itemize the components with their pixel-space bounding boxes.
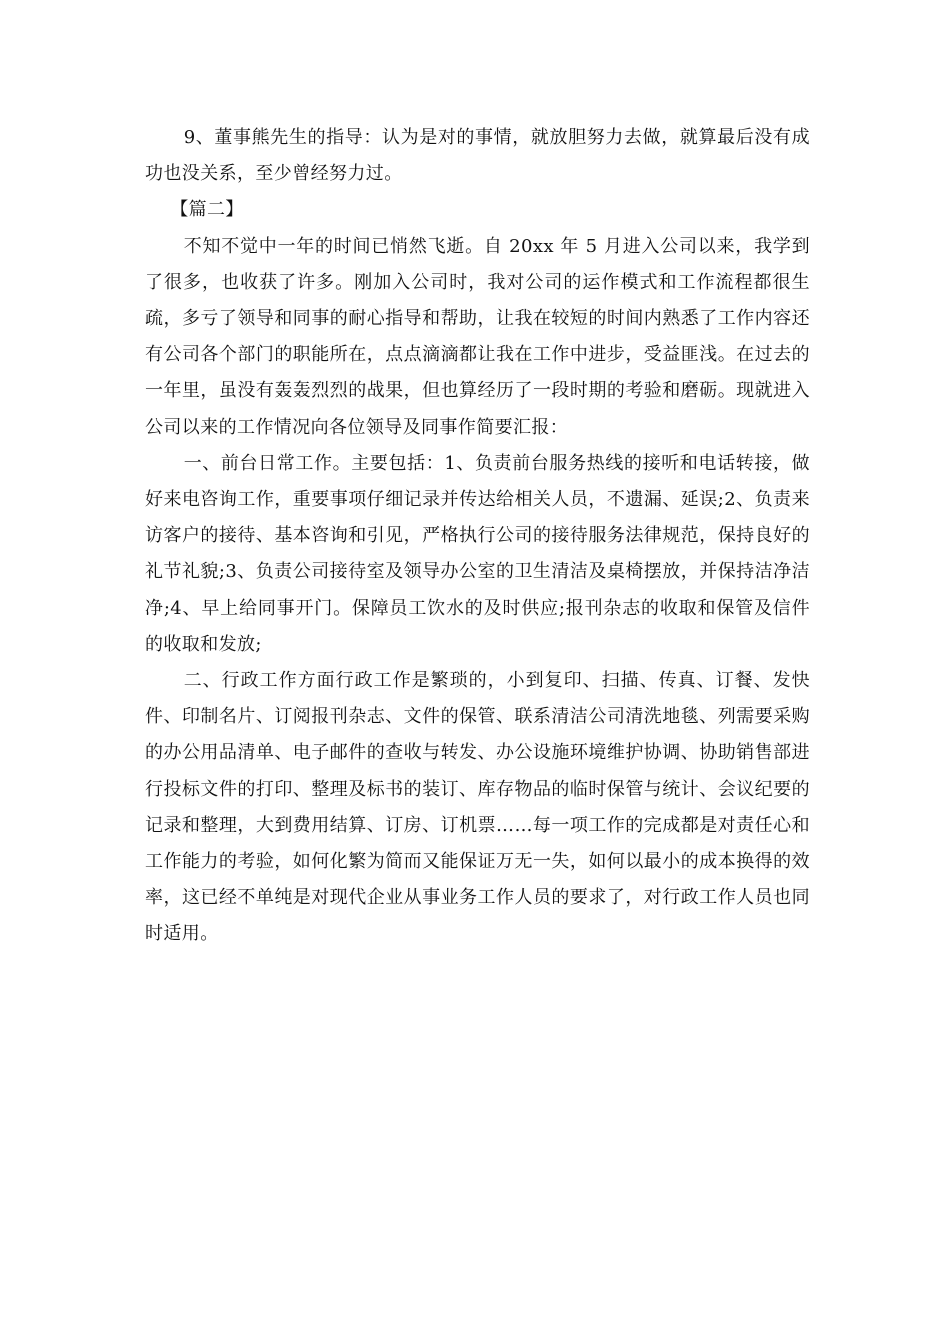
document-body xyxy=(145,120,810,953)
paragraph-guidance: 9、董事熊先生的指导：认为是对的事情，就放胆努力去做，就算最后没有成功也没关系，至少曾经努力过。 xyxy=(145,127,810,185)
section-heading: 【篇二】 xyxy=(170,199,244,221)
paragraph-admin-work: 二、行政工作方面行政工作是繁琐的，小到复印、扫描、传真、订餐、发快件、印制名片、订阅报刊杂志、文件的保管、联系清洁公司清洗地毯、列需要采购的办公用品清单、电子邮件的查收与转发、办公设施环境维护协调、协助销售部进行投标文件的打印、整理及标书的装订、库存物品的临时保管与统计、会议纪要的记录和整理，大到费用结算、订房、订机票……每一项工作的完成都是对责任心和工作能力的考验，如何化繁为简而又能保证万无一失，如何以最小的成本换得的效率，这已经不单纯是对现代企业从事业务工作人员的要求了，对行政工作人员也同时适用。 xyxy=(145,670,810,945)
paragraph-intro: 不知不觉中一年的时间已悄然飞逝。自 20xx 年 5 月进入公司以来，我学到了很多，也收获了许多。刚加入公司时，我对公司的运作模式和工作流程都很生疏，多亏了领导和同事的耐心指导和帮助，让我在较短的时间内熟悉了工作内容还有公司各个部门的职能所在，点点滴滴都让我在工作中进步，受益匪浅。在过去的一年里，虽没有轰轰烈烈的战果，但也算经历了一段时期的考验和磨砺。现就进入公司以来的工作情况向各位领导及同事作简要汇报： xyxy=(145,235,810,438)
paragraph-front-desk: 一、前台日常工作。主要包括：1、负责前台服务热线的接听和电话转接，做好来电咨询工作，重要事项仔细记录并传达给相关人员，不遗漏、延误;2、负责来访客户的接待、基本咨询和引见，严格执行公司的接待服务法律规范，保持良好的礼节礼貌;3、负责公司接待室及领导办公室的卫生清洁及桌椅摆放，并保持洁净洁净;4、早上给同事开门。保障员工饮水的及时供应;报刊杂志的收取和保管及信件的收取和发放; xyxy=(145,452,810,655)
